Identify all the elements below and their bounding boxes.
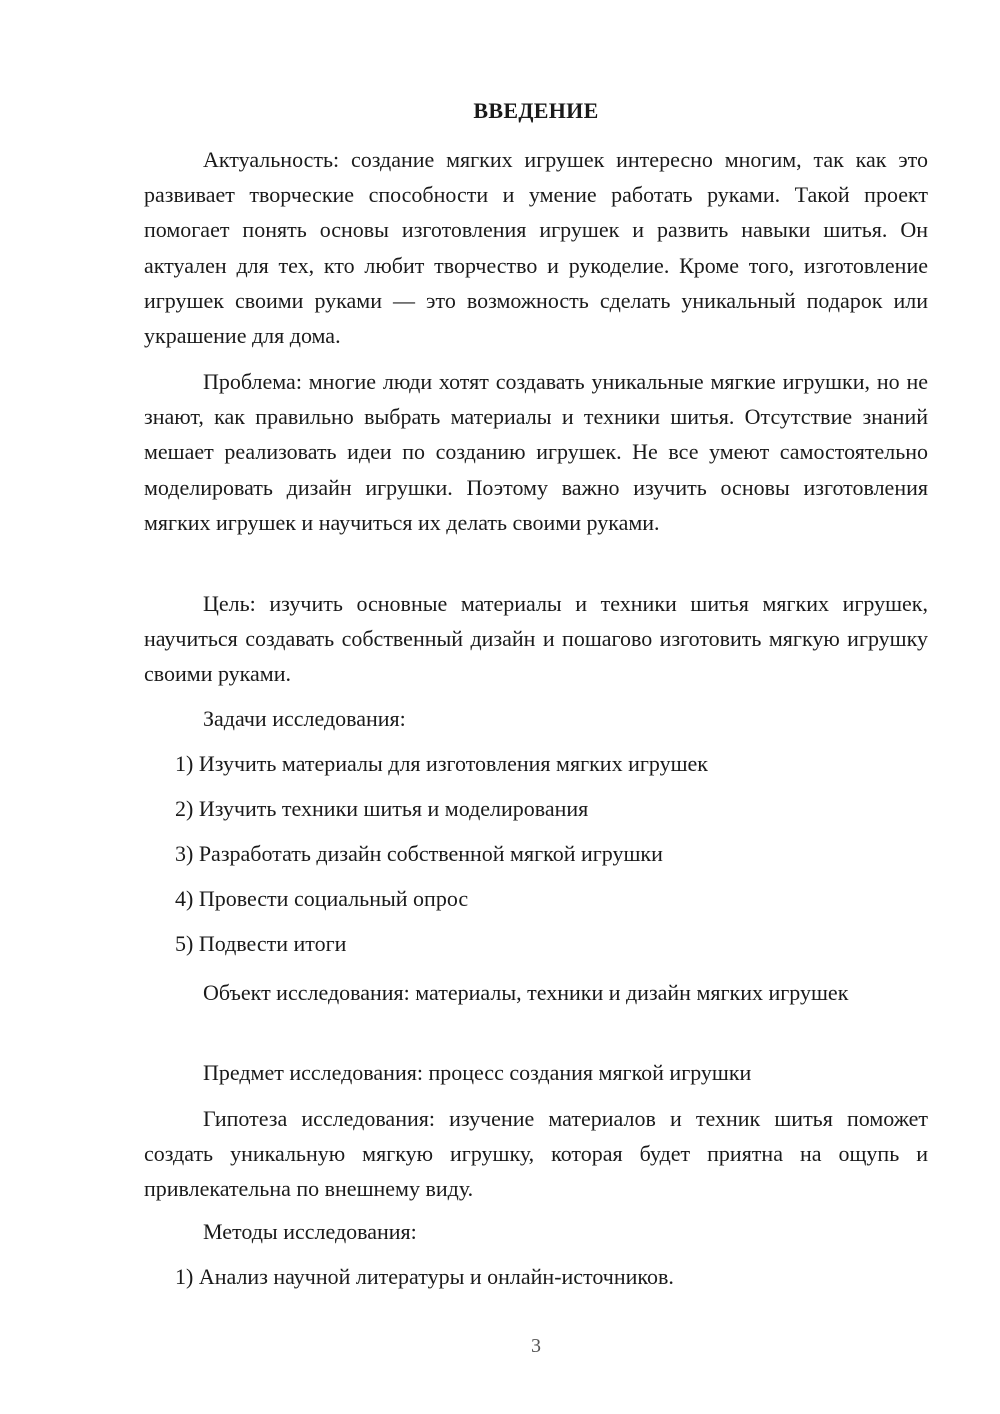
relevance-paragraph: Актуальность: создание мягких игрушек интересно многим, так как это развивает творческие способности и умение работать руками. Такой проект помогает понять основы изготовления игрушек и развить навыки шитья. Он актуален для тех, кто любит творчество и рукоделие. Кроме того, изготовление игрушек своими руками — это возможность сделать уникальный подарок или украшение для дома. — [144, 147, 928, 349]
object-paragraph: Объект исследования: материалы, техники и дизайн мягких игрушек — [203, 980, 849, 1005]
method-item: 1) Анализ научной литературы и онлайн-источников. — [175, 1264, 674, 1289]
problem-paragraph: Проблема: многие люди хотят создавать уникальные мягкие игрушки, но не знают, как правильно выбрать материалы и техники шитья. Отсутствие знаний мешает реализовать идеи по созданию игрушек. Не все умеют самостоятельно моделировать дизайн игрушки. Поэтому важно изучить основы изготовления мягких игрушек и научиться их делать своими руками. — [144, 369, 928, 535]
task-item: 5) Подвести итоги — [175, 931, 347, 956]
methods-title: Методы исследования: — [203, 1219, 417, 1244]
goal-paragraph: Цель: изучить основные материалы и техники шитья мягких игрушек, научиться создавать собственный дизайн и пошагово изготовить мягкую игрушку своими руками. — [144, 591, 928, 687]
hypothesis-paragraph: Гипотеза исследования: изучение материалов и техник шитья поможет создать уникальную мягкую игрушку, которая будет приятна на ощупь и привлекательна по внешнему виду. — [144, 1106, 928, 1202]
tasks-title: Задачи исследования: — [203, 706, 406, 731]
section-heading: ВВЕДЕНИЕ — [473, 98, 599, 123]
document-page — [144, 0, 928, 1414]
task-item: 1) Изучить материалы для изготовления мягких игрушек — [175, 751, 708, 776]
task-item: 3) Разработать дизайн собственной мягкой игрушки — [175, 841, 663, 866]
page-number: 3 — [531, 1335, 541, 1357]
task-item: 4) Провести социальный опрос — [175, 886, 469, 911]
subject-paragraph: Предмет исследования: процесс создания мягкой игрушки — [203, 1060, 752, 1085]
task-item: 2) Изучить техники шитья и моделирования — [175, 796, 589, 821]
